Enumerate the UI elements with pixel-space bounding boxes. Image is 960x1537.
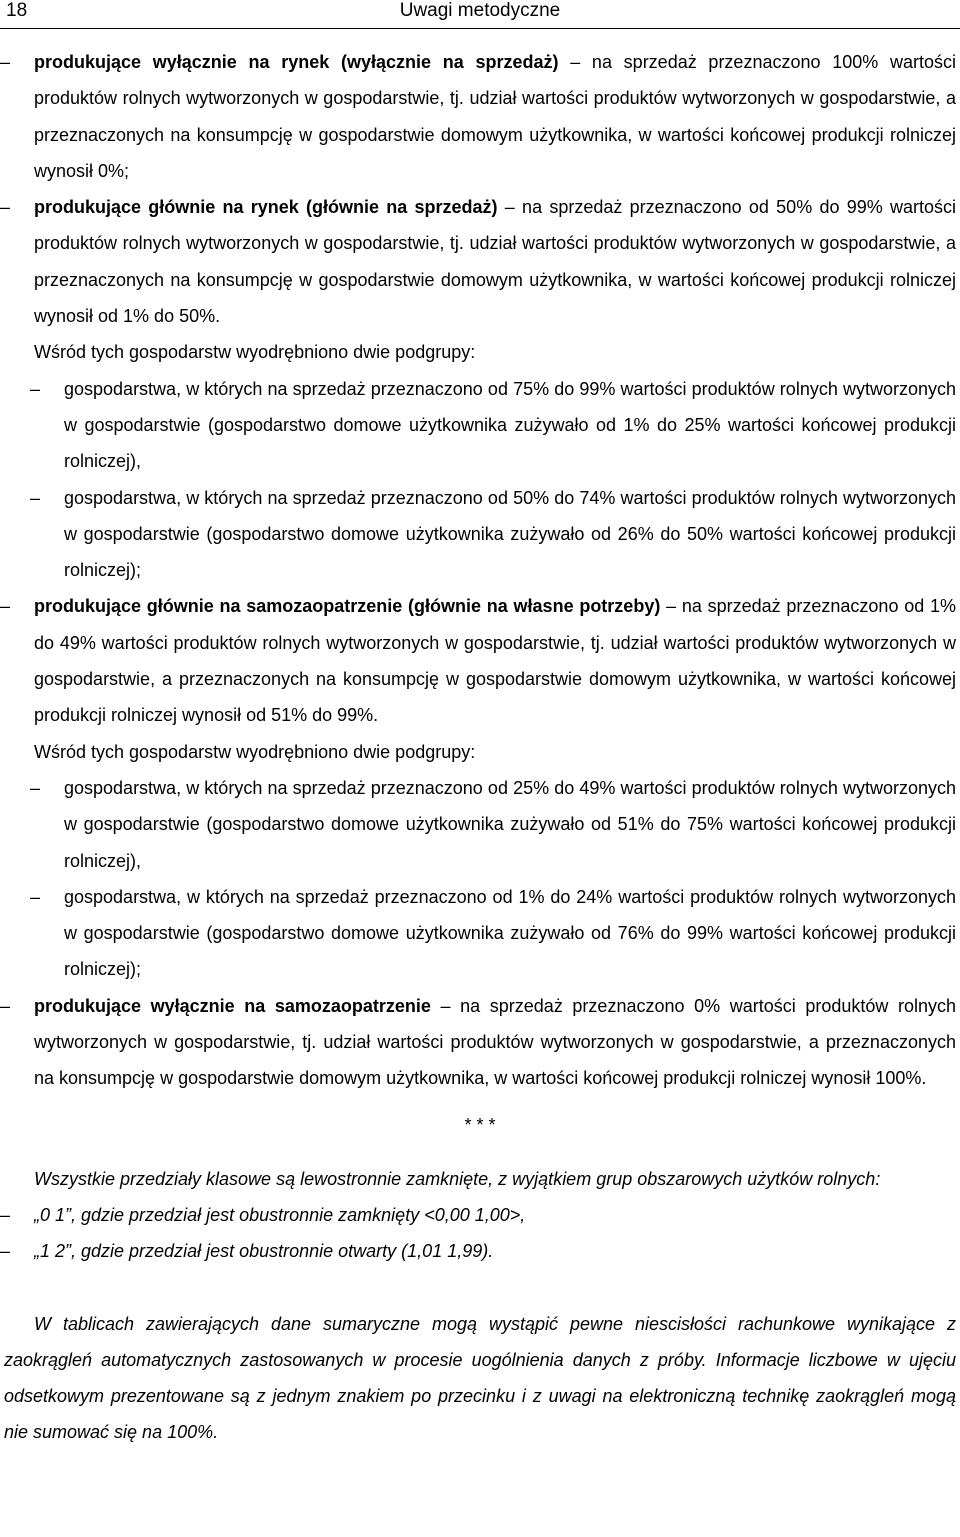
category-term: produkujące wyłącznie na samozaopatrzenie (34, 995, 431, 1016)
subgroup-text: gospodarstwa, w których na sprzedaż przeznaczono od 25% do 49% wartości produktów rolnych wytworzonych w gospodarstwie (gospodarstwo domowe użytkownika zużywało od 51% do 75% wartości końcowej produkcji rolniczej), (64, 777, 956, 871)
page-header (0, 0, 960, 28)
category-dash: – (440, 995, 451, 1016)
rounding-note: W tablicach zawierających dane sumaryczne mogą wystąpić pewne niescisłości rachunkowe wynikające z zaokrągleń automatycznych zastosowanych w procesie uogólnienia danych z próby. Informacje liczbowe w ujęciu odsetkowym prezentowane są z jednym znakiem po przecinku i z uwagi na elektroniczną technikę zaokrągleń mogą nie sumować się na 100%. (4, 1313, 956, 1443)
category-term: produkujące głównie na rynek (głównie na sprzedaż) (34, 197, 498, 218)
category-definition: na sprzedaż przeznaczono od 50% do 99% wartości produktów rolnych wytworzonych w gospodarstwie, tj. udział wartości produktów wytworzonych w gospodarstwie, a przeznaczonych na konsumpcję w gospodarstwie domowym użytkownika, w wartości końcowej produkcji rolniczej wynosił od 1% do 50%. (34, 197, 956, 327)
subgroup-item (0, 371, 960, 480)
header-rule (0, 28, 960, 29)
category-dash: – (666, 596, 677, 617)
running-title: Uwagi metodyczne (399, 0, 561, 21)
subgroup-item (0, 879, 960, 988)
interval-text: „1 2”, gdzie przedział jest obustronnie otwarty (1,01 1,99). (34, 1241, 494, 1262)
interval-item (0, 1233, 960, 1269)
category-definition: na sprzedaż przeznaczono od 1% do 49% wartości produktów rolnych wytworzonych w gospodarstwie, tj. udział wartości produktów wytworzonych w gospodarstwie, a przeznaczonych na konsumpcję w gospodarstwie domowym użytkownika, w wartości końcowej produkcji rolniczej wynosił od 51% do 99%. (34, 596, 956, 726)
category-term: produkujące głównie na samozaopatrzenie (głównie na własne potrzeby) (34, 596, 661, 617)
interval-item (0, 1197, 960, 1233)
intervals-intro: Wszystkie przedziały klasowe są lewostronnie zamknięte, z wyjątkiem grup obszarowych użytków rolnych: (34, 1168, 881, 1189)
dash-bullet: – (0, 1204, 11, 1225)
subgroup-item (0, 770, 960, 879)
category-definition: na sprzedaż przeznaczono 0% wartości produktów rolnych wytworzonych w gospodarstwie, tj. udział wartości produktów wytworzonych w gospodarstwie, a przeznaczonych na konsumpcję w gospodarstwie domowym użytkownika, w wartości końcowej produkcji rolniczej wynosił 100%. (34, 995, 956, 1089)
dash-bullet: – (0, 596, 11, 617)
dash-bullet: – (30, 378, 41, 399)
dash-bullet: – (0, 52, 11, 72)
dash-bullet: – (30, 886, 41, 907)
section-separator: * * * (464, 1114, 496, 1135)
page-number: 18 (6, 0, 28, 21)
subgroup-text: gospodarstwa, w których na sprzedaż przeznaczono od 75% do 99% wartości produktów rolnych wytworzonych w gospodarstwie (gospodarstwo domowe użytkownika zużywało od 1% do 25% wartości końcowej produkcji rolniczej), (64, 378, 956, 472)
category-dash: – (504, 197, 515, 218)
farm-category-mainly-self-supply (0, 588, 960, 733)
subgroup-intro: Wśród tych gospodarstw wyodrębniono dwie podgrupy: (34, 342, 476, 363)
farm-category-exclusive-self-supply (0, 988, 960, 1097)
dash-bullet: – (30, 777, 41, 798)
category-definition: na sprzedaż przeznaczono 100% wartości produktów rolnych wytworzonych w gospodarstwie, tj. udział wartości produktów wytworzonych w gospodarstwie, a przeznaczonych na konsumpcję w gospodarstwie domowym użytkownika, w wartości końcowej produkcji rolniczej wynosił 0%; (34, 52, 956, 181)
dash-bullet: – (0, 1241, 11, 1262)
subgroup-text: gospodarstwa, w których na sprzedaż przeznaczono od 50% do 74% wartości produktów rolnych wytworzonych w gospodarstwie (gospodarstwo domowe użytkownika zużywało od 26% do 50% wartości końcowej produkcji rolniczej); (64, 487, 956, 581)
dash-bullet: – (0, 197, 11, 218)
spacer (0, 1270, 960, 1306)
category-term: produkujące wyłącznie na rynek (wyłącznie na sprzedaż) (34, 52, 559, 72)
interval-text: „0 1”, gdzie przedział jest obustronnie zamknięty <0,00 1,00>, (34, 1204, 526, 1225)
category-dash: – (570, 52, 581, 72)
dash-bullet: – (0, 995, 11, 1016)
subgroup-text: gospodarstwa, w których na sprzedaż przeznaczono od 1% do 24% wartości produktów rolnych wytworzonych w gospodarstwie (gospodarstwo domowe użytkownika zużywało od 76% do 99% wartości końcowej produkcji rolniczej); (64, 886, 956, 980)
subgroup-item (0, 480, 960, 589)
farm-category-exclusive-market (0, 44, 960, 189)
farm-category-mainly-market (0, 189, 960, 334)
document-body (0, 44, 960, 1451)
dash-bullet: – (30, 487, 41, 508)
subgroup-intro: Wśród tych gospodarstw wyodrębniono dwie podgrupy: (34, 741, 476, 762)
